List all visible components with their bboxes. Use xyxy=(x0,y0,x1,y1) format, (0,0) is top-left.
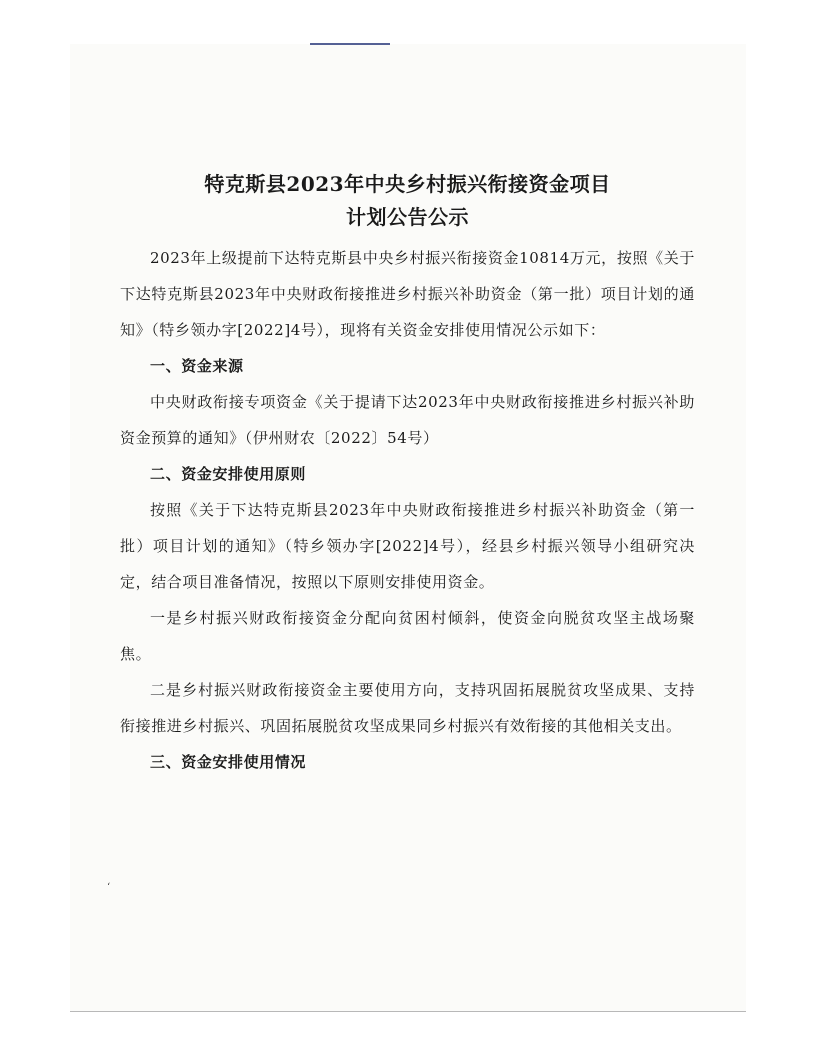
title-line-1: 特克斯县2023年中央乡村振兴衔接资金项目 xyxy=(204,172,611,196)
section-heading-funding-source: 一、资金来源 xyxy=(150,357,244,375)
scan-edge-mark xyxy=(310,43,390,45)
principle-point-2: 二是乡村振兴财政衔接资金主要使用方向，支持巩固拓展脱贫攻坚成果、支持衔接推进乡村振兴、巩固拓展脱贫攻坚成果同乡村振兴有效衔接的其他相关支出。 xyxy=(120,681,695,735)
intro-paragraph: 2023年上级提前下达特克斯县中央乡村振兴衔接资金10814万元，按照《关于下达特克斯县2023年中央财政衔接推进乡村振兴补助资金（第一批）项目计划的通知》（特乡领办字[2022]4号），现将有关资金安排使用情况公示如下： xyxy=(120,249,695,339)
document-title xyxy=(120,168,695,234)
scan-speck: ‘ xyxy=(107,882,111,893)
usage-principles-paragraph: 按照《关于下达特克斯县2023年中央财政衔接推进乡村振兴补助资金（第一批）项目计划的通知》（特乡领办字[2022]4号），经县乡村振兴领导小组研究决定，结合项目准备情况，按照以下原则安排使用资金。 xyxy=(120,501,695,591)
section-heading-usage-principles: 二、资金安排使用原则 xyxy=(150,465,307,483)
title-line-2: 计划公告公示 xyxy=(346,205,469,229)
document-body xyxy=(120,168,695,780)
principle-point-1: 一是乡村振兴财政衔接资金分配向贫困村倾斜，使资金向脱贫攻坚主战场聚焦。 xyxy=(120,609,695,663)
page-bottom-edge xyxy=(70,1011,746,1012)
section-heading-usage-status: 三、资金安排使用情况 xyxy=(150,753,307,771)
funding-source-paragraph: 中央财政衔接专项资金《关于提请下达2023年中央财政衔接推进乡村振兴补助资金预算的通知》（伊州财农〔2022〕54号） xyxy=(120,393,695,447)
